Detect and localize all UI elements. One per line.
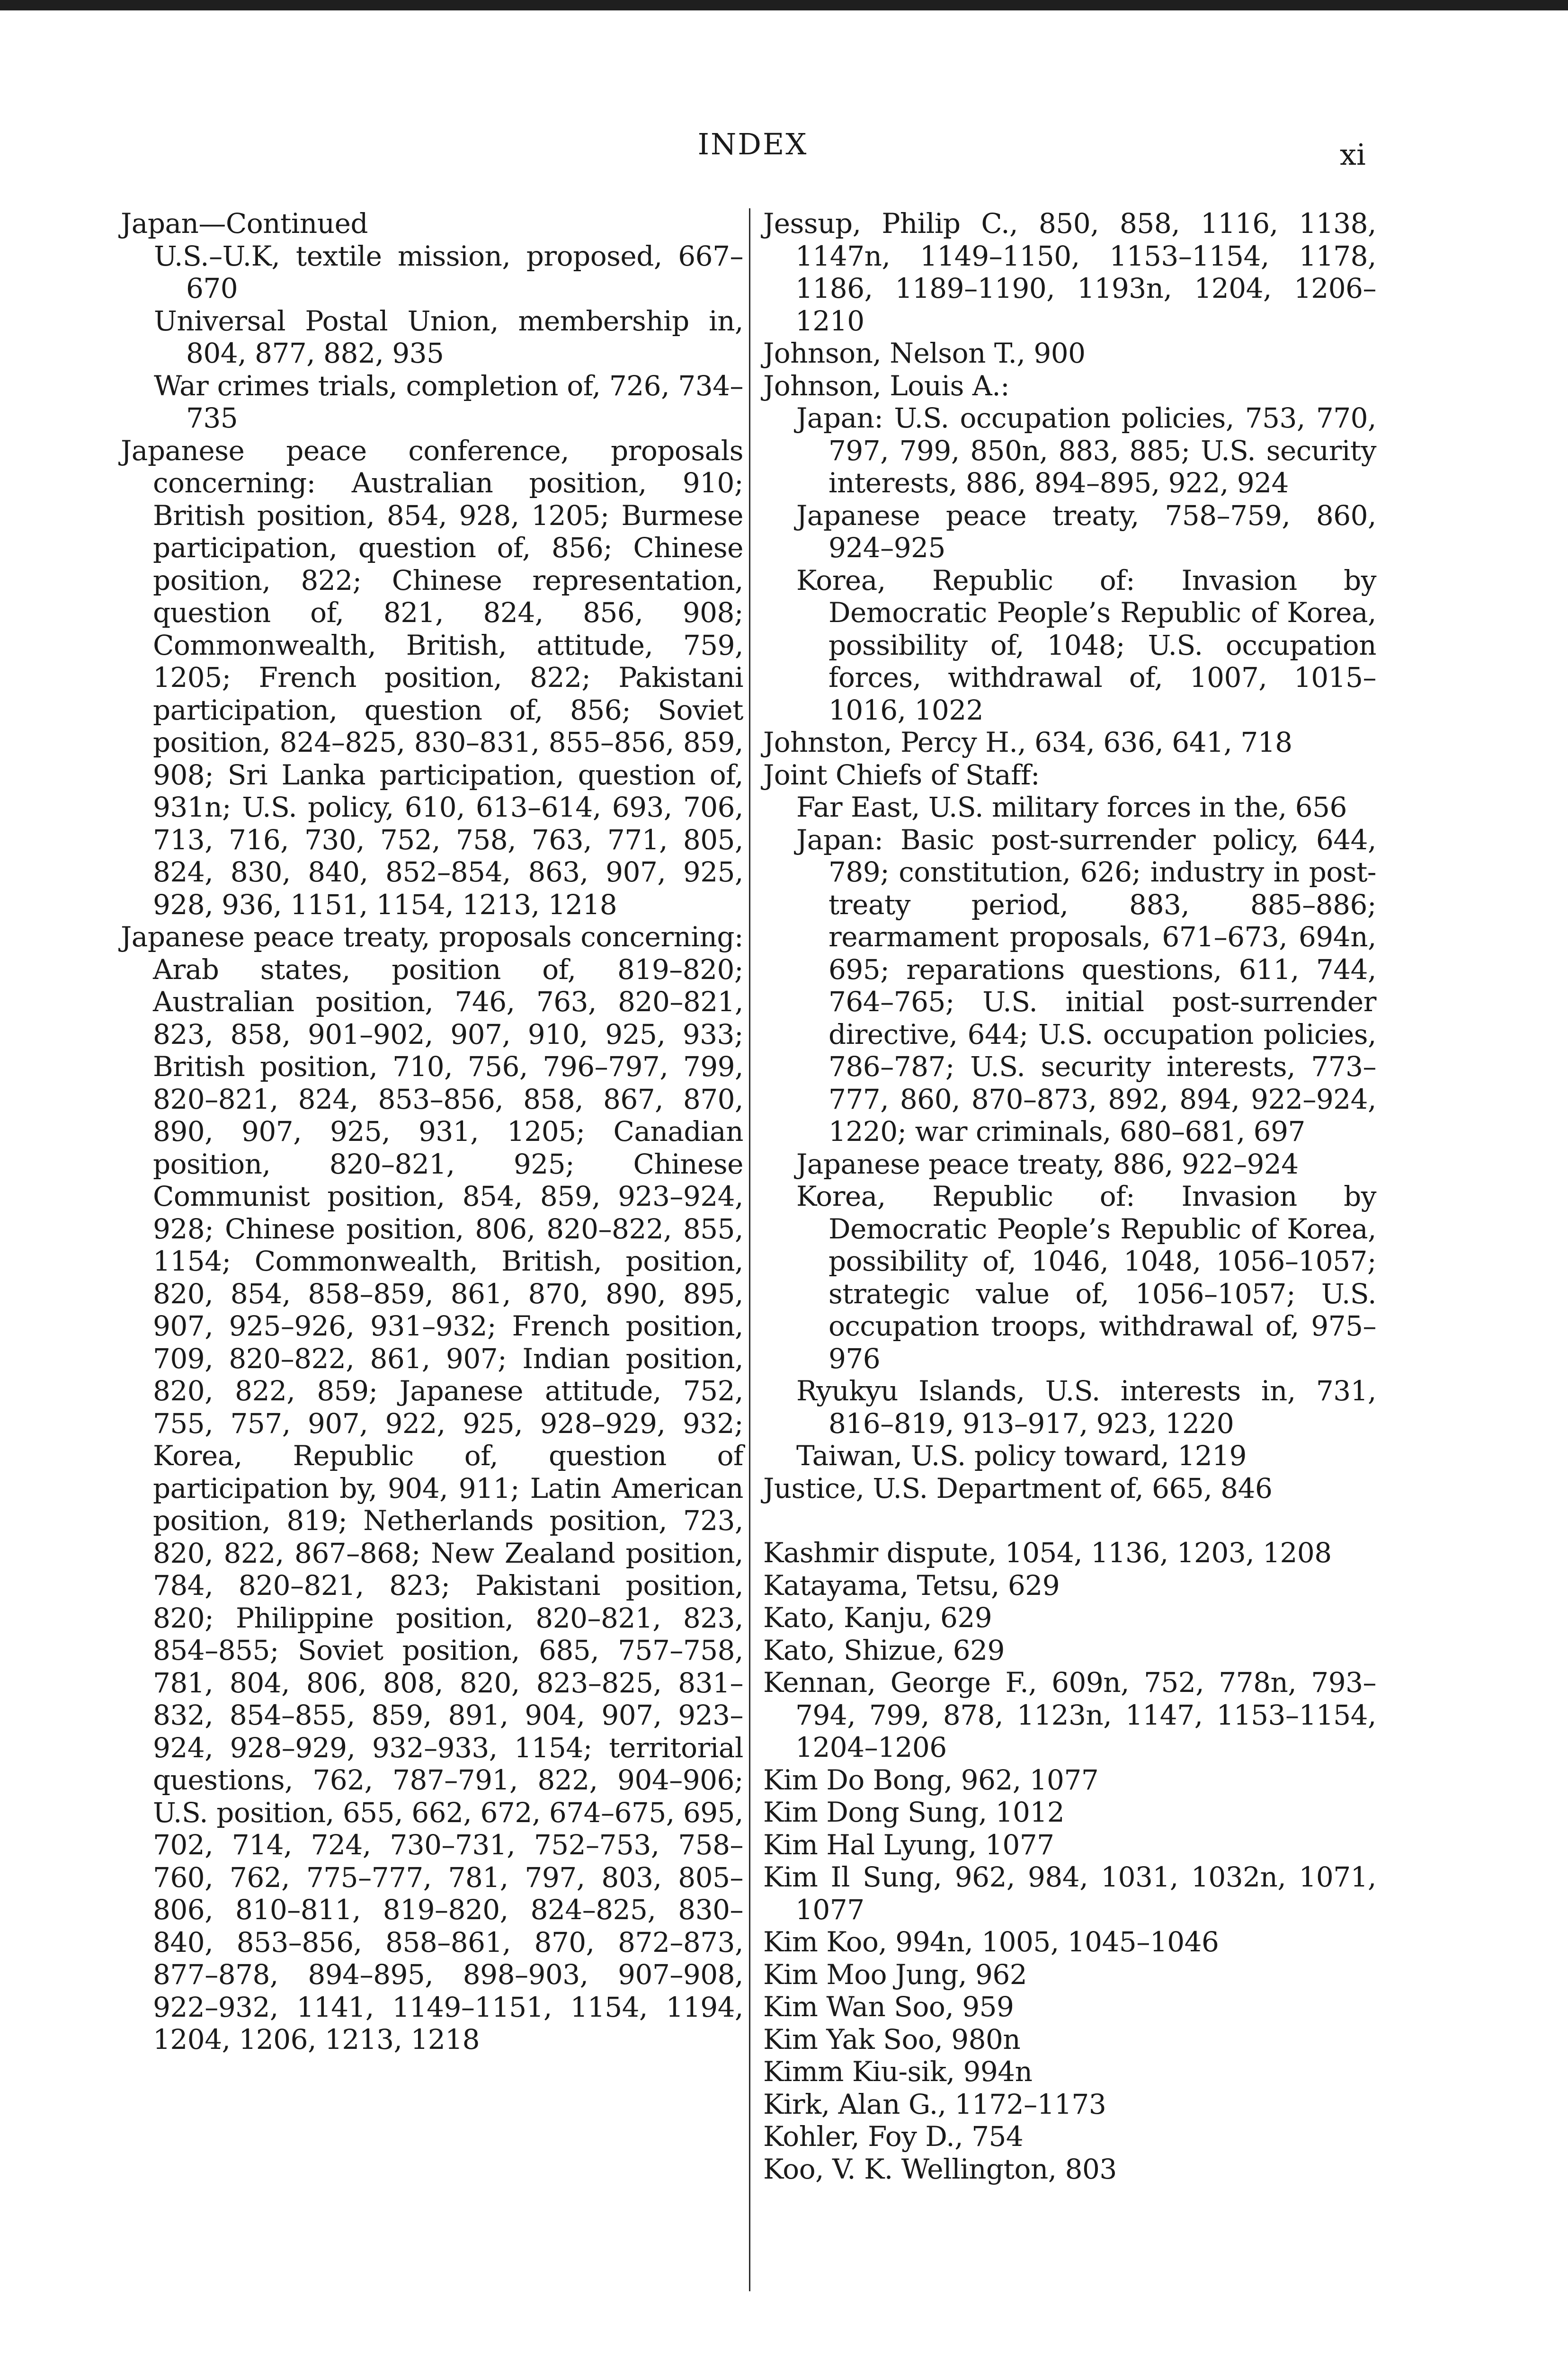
index-subentry: Korea, Republic of: Invasion by Democratic People’s Republic of Korea, possibility of, 1048; U.S. occupation forces, withdrawal of, 1007, 1015–1016, 1022 <box>796 564 1376 726</box>
index-entry: Joint Chiefs of Staff: <box>763 758 1040 791</box>
index-subentry: Far East, U.S. military forces in the, 656 <box>796 791 1347 823</box>
index-entry: Johnson, Louis A.: <box>763 369 1010 402</box>
index-entry: Koo, V. K. Wellington, 803 <box>763 2153 1117 2185</box>
index-subentry: Japanese peace treaty, 758–759, 860, 924–925 <box>796 499 1376 564</box>
index-entry: Kim Il Sung, 962, 984, 1031, 1032n, 1071, 1077 <box>763 1861 1376 1926</box>
index-entry: Kato, Shizue, 629 <box>763 1634 1005 1666</box>
index-entry: Kimm Kiu-sik, 994n <box>763 2056 1033 2088</box>
index-entry: Kim Hal Lyung, 1077 <box>763 1828 1054 1861</box>
index-entry: Johnston, Percy H., 634, 636, 641, 718 <box>763 726 1292 758</box>
index-subentry: Korea, Republic of: Invasion by Democratic People’s Republic of Korea, possibility of, 1046, 1048, 1056–1057; strategic value of, 1056–1057; U.S. occupation troops, withdrawal of, 975–976 <box>796 1180 1376 1375</box>
index-entry: Kennan, George F., 609n, 752, 778n, 793–794, 799, 878, 1123n, 1147, 1153–1154, 1204–1206 <box>763 1666 1376 1763</box>
index-subentry: War crimes trials, completion of, 726, 734–735 <box>154 369 743 434</box>
index-subentry: Japanese peace treaty, 886, 922–924 <box>796 1148 1299 1180</box>
page-title: INDEX <box>697 127 808 161</box>
index-entry: Japanese peace treaty, proposals concerning: Arab states, position of, 819–820; Australian position, 746, 763, 820–821, 823, 858, 901–902, 907, 910, 925, 933; British position, 710, 756, 796–797, 799, 820–821, 824, 853–856, 858, 867, 870, 890, 907, 925, 931, 1205; Canadian position, 820–821, 925; Chinese Communist position, 854, 859, 923–924, 928; Chinese position, 806, 820–822, 855, 1154; Commonwealth, British, position, 820, 854, 858–859, 861, 870, 890, 895, 907, 925–926, 931–932; French position, 709, 820–822, 861, 907; Indian position, 820, 822, 859; Japanese attitude, 752, 755, 757, 907, 922, 925, 928–929, 932; Korea, Republic of, question of participation by, 904, 911; Latin American position, 819; Netherlands position, 723, 820, 822, 867–868; New Zealand position, 784, 820–821, 823; Pakistani position, 820; Philippine position, 820–821, 823, 854–855; Soviet position, 685, 757–758, 781, 804, 806, 808, 820, 823–825, 831–832, 854–855, 859, 891, 904, 907, 923–924, 928–929, 932–933, 1154; territorial questions, 762, 787–791, 822, 904–906; U.S. position, 655, 662, 672, 674–675, 695, 702, 714, 724, 730–731, 752–753, 758–760, 762, 775–777, 781, 797, 803, 805–806, 810–811, 819–820, 824–825, 830–840, 853–856, 858–861, 870, 872–873, 877–878, 894–895, 898–903, 907–908, 922–932, 1141, 1149–1151, 1154, 1194, 1204, 1206, 1213, 1218 <box>121 921 743 2056</box>
index-entry: Japanese peace conference, proposals concerning: Australian position, 910; British position, 854, 928, 1205; Burmese participation, question of, 856; Chinese position, 822; Chinese representation, question of, 821, 824, 856, 908; Commonwealth, British, attitude, 759, 1205; French position, 822; Pakistani participation, question of, 856; Soviet position, 824–825, 830–831, 855–856, 859, 908; Sri Lanka participation, question of, 931n; U.S. policy, 610, 613–614, 693, 706, 713, 716, 730, 752, 758, 763, 771, 805, 824, 830, 840, 852–854, 863, 907, 925, 928, 936, 1151, 1154, 1213, 1218 <box>121 434 743 921</box>
index-entry: Kato, Kanju, 629 <box>763 1602 992 1634</box>
index-column-right <box>763 207 1376 2185</box>
index-entry: Katayama, Tetsu, 629 <box>763 1569 1060 1602</box>
index-entry: Jessup, Philip C., 850, 858, 1116, 1138, 1147n, 1149–1150, 1153–1154, 1178, 1186, 1189–1190, 1193n, 1204, 1206–1210 <box>763 207 1376 337</box>
index-subentry: Japan: Basic post-surrender policy, 644, 789; constitution, 626; industry in post-treaty period, 883, 885–886; rearmament proposals, 671–673, 694n, 695; reparations questions, 611, 744, 764–765; U.S. initial post-surrender directive, 644; U.S. occupation policies, 786–787; U.S. security interests, 773–777, 860, 870–873, 892, 894, 922–924, 1220; war criminals, 680–681, 697 <box>796 823 1376 1148</box>
index-subentry: Taiwan, U.S. policy toward, 1219 <box>796 1440 1247 1472</box>
section-gap <box>763 1504 1376 1537</box>
index-entry: Kim Yak Soo, 980n <box>763 2023 1021 2056</box>
index-entry: Kim Do Bong, 962, 1077 <box>763 1763 1099 1796</box>
index-entry: Justice, U.S. Department of, 665, 846 <box>763 1472 1273 1504</box>
index-column-left <box>121 207 743 2056</box>
index-entry: Japan—Continued <box>121 207 368 240</box>
index-entry: Kim Koo, 994n, 1005, 1045–1046 <box>763 1926 1219 1958</box>
index-subentry: Ryukyu Islands, U.S. interests in, 731, 816–819, 913–917, 923, 1220 <box>796 1375 1376 1440</box>
column-divider <box>749 208 750 2291</box>
index-entry: Kirk, Alan G., 1172–1173 <box>763 2088 1106 2120</box>
index-entry: Kashmir dispute, 1054, 1136, 1203, 1208 <box>763 1537 1332 1569</box>
index-entry: Kohler, Foy D., 754 <box>763 2120 1024 2153</box>
page-number: xi <box>1340 137 1366 172</box>
index-subentry: Japan: U.S. occupation policies, 753, 770, 797, 799, 850n, 883, 885; U.S. security interests, 886, 894–895, 922, 924 <box>796 402 1376 499</box>
index-entry: Kim Moo Jung, 962 <box>763 1958 1027 1991</box>
index-entry: Kim Dong Sung, 1012 <box>763 1796 1065 1828</box>
index-entry: Johnson, Nelson T., 900 <box>763 337 1086 369</box>
index-subentry: U.S.–U.K, textile mission, proposed, 667–670 <box>154 240 743 304</box>
index-subentry: Universal Postal Union, membership in, 804, 877, 882, 935 <box>154 304 743 369</box>
scan-top-border <box>0 0 1568 10</box>
index-entry: Kim Wan Soo, 959 <box>763 1991 1014 2023</box>
